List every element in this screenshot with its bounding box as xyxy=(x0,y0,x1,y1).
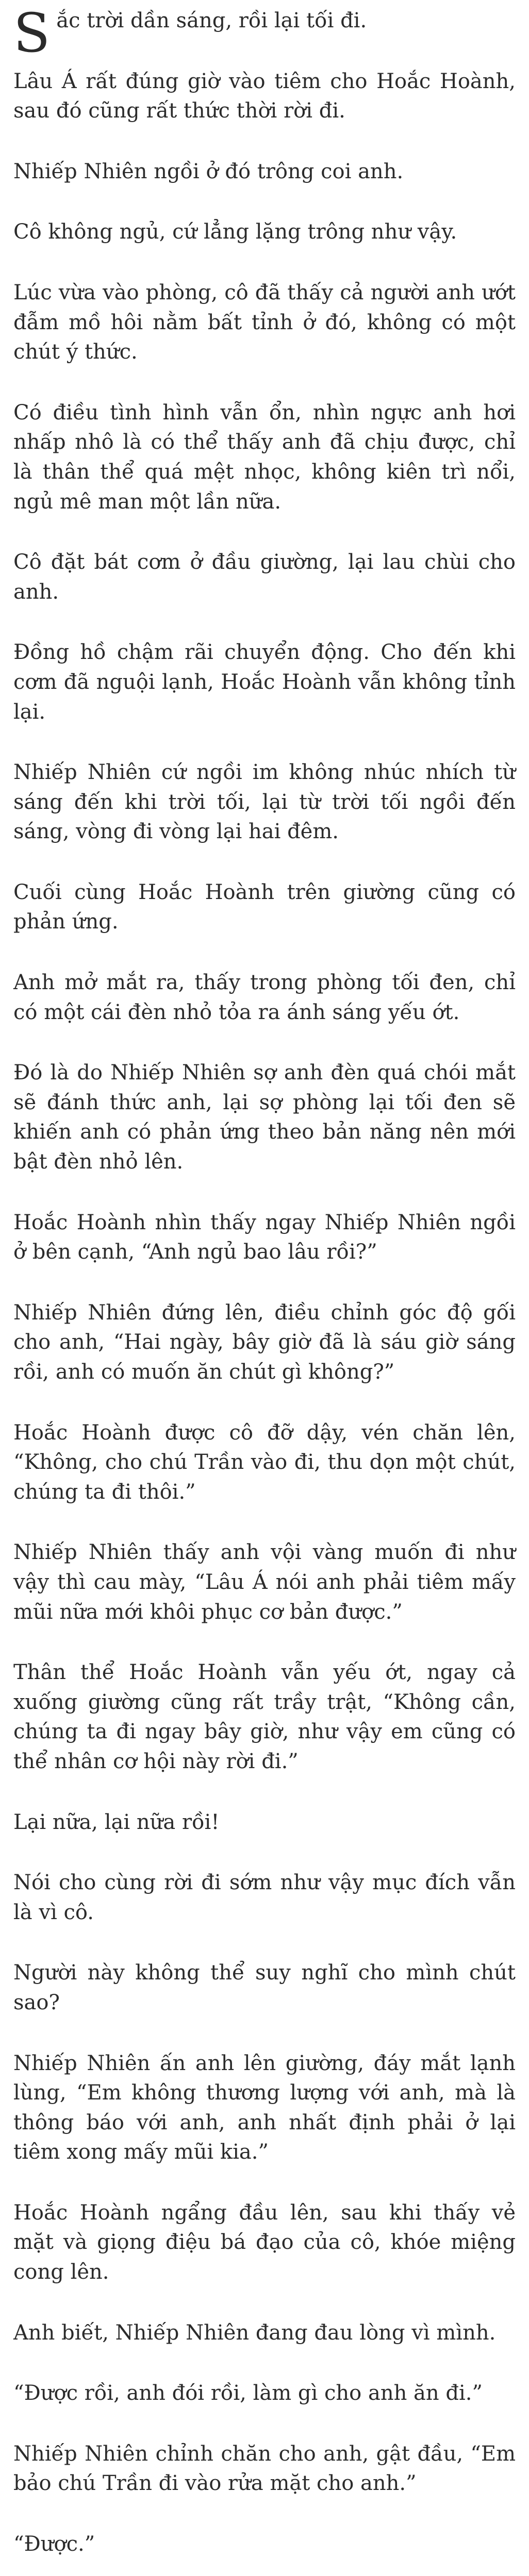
paragraph-2: Lâu Á rất đúng giờ vào tiêm cho Hoắc Hoành, sau đó cũng rất thức thời rời đi. xyxy=(13,69,516,123)
paragraph-7: Cô đặt bát cơm ở đầu giường, lại lau chùi cho anh. xyxy=(13,550,516,604)
paragraph-22: Hoắc Hoành ngẩng đầu lên, sau khi thấy vẻ mặt và giọng điệu bá đạo của cô, khóe miệng cong lên. xyxy=(13,2200,516,2284)
paragraph-3: Nhiếp Nhiên ngồi ở đó trông coi anh. xyxy=(13,159,404,183)
paragraph-23: Anh biết, Nhiếp Nhiên đang đau lòng vì mình. xyxy=(13,2320,496,2345)
paragraph-18: Lại nữa, lại nữa rồi! xyxy=(13,1810,220,1834)
paragraph-5: Lúc vừa vào phòng, cô đã thấy cả người anh ướt đẫm mồ hôi nằm bất tỉnh ở đó, không có một chút ý thức. xyxy=(13,280,516,364)
paragraph-17: Thân thể Hoắc Hoành vẫn yếu ớt, ngay cả xuống giường cũng rất trầy trật, “Không cần, chúng ta đi ngay bây giờ, như vậy em cũng có thể nhân cơ hội này rời đi.” xyxy=(13,1660,516,1773)
paragraph-25: Nhiếp Nhiên chỉnh chăn cho anh, gật đầu, “Em bảo chú Trần đi vào rửa mặt cho anh.” xyxy=(13,2442,516,2496)
paragraph-11: Anh mở mắt ra, thấy trong phòng tối đen, chỉ có một cái đèn nhỏ tỏa ra ánh sáng yếu ớt. xyxy=(13,971,516,1024)
paragraph-21: Nhiếp Nhiên ấn anh lên giường, đáy mắt lạnh lùng, “Em không thương lượng với anh, mà là thông báo với anh, anh nhất định phải ở lại tiêm xong mấy mũi kia.” xyxy=(13,2051,516,2164)
paragraph-15: Hoắc Hoành được cô đỡ dậy, vén chăn lên, “Không, cho chú Trần vào đi, thu dọn một chút, chúng ta đi thôi.” xyxy=(13,1420,516,1504)
paragraph-text: ắc trời dần sáng, rồi lại tối đi. xyxy=(56,9,367,32)
paragraph-10: Cuối cùng Hoắc Hoành trên giường cũng có phản ứng. xyxy=(13,880,516,934)
paragraph-14: Nhiếp Nhiên đứng lên, điều chỉnh góc độ gối cho anh, “Hai ngày, bây giờ đã là sáu giờ sáng rồi, anh có muốn ăn chút gì không?” xyxy=(13,1300,516,1384)
paragraph-13: Hoắc Hoành nhìn thấy ngay Nhiếp Nhiên ngồi ở bên cạnh, “Anh ngủ bao lâu rồi?” xyxy=(13,1210,516,1264)
paragraph-19: Nói cho cùng rời đi sớm như vậy mục đích vẫn là vì cô. xyxy=(13,1871,516,1924)
paragraph-4: Cô không ngủ, cứ lẳng lặng trông như vậy. xyxy=(13,220,457,244)
paragraph-9: Nhiếp Nhiên cứ ngồi im không nhúc nhích từ sáng đến khi trời tối, lại từ trời tối ngồi đến sáng, vòng đi vòng lại hai đêm. xyxy=(13,760,516,844)
drop-cap: S xyxy=(13,2,51,64)
paragraph-6: Có điều tình hình vẫn ổn, nhìn ngực anh hơi nhấp nhô là có thể thấy anh đã chịu được, chỉ là thân thể quá mệt nhọc, không kiên trì nổi, ngủ mê man một lần nữa. xyxy=(13,400,516,514)
paragraph-20: Người này không thể suy nghĩ cho mình chút sao? xyxy=(13,1961,516,2014)
paragraph-8: Đồng hồ chậm rãi chuyển động. Cho đến khi cơm đã nguội lạnh, Hoắc Hoành vẫn không tỉnh lại. xyxy=(13,640,516,724)
paragraph-16: Nhiếp Nhiên thấy anh vội vàng muốn đi như vậy thì cau mày, “Lâu Á nói anh phải tiêm mấy mũi nữa mới khôi phục cơ bản được.” xyxy=(13,1540,516,1624)
paragraph-24: “Được rồi, anh đói rồi, làm gì cho anh ăn đi.” xyxy=(13,2381,483,2405)
paragraph-12: Đó là do Nhiếp Nhiên sợ anh đèn quá chói mắt sẽ đánh thức anh, lại sợ phòng lại tối đen sẽ khiến anh có phản ứng theo bản năng nên mới bật đèn nhỏ lên. xyxy=(13,1061,516,1174)
paragraph-26: “Được.” xyxy=(13,2532,95,2556)
paragraph-1 xyxy=(13,2,516,64)
